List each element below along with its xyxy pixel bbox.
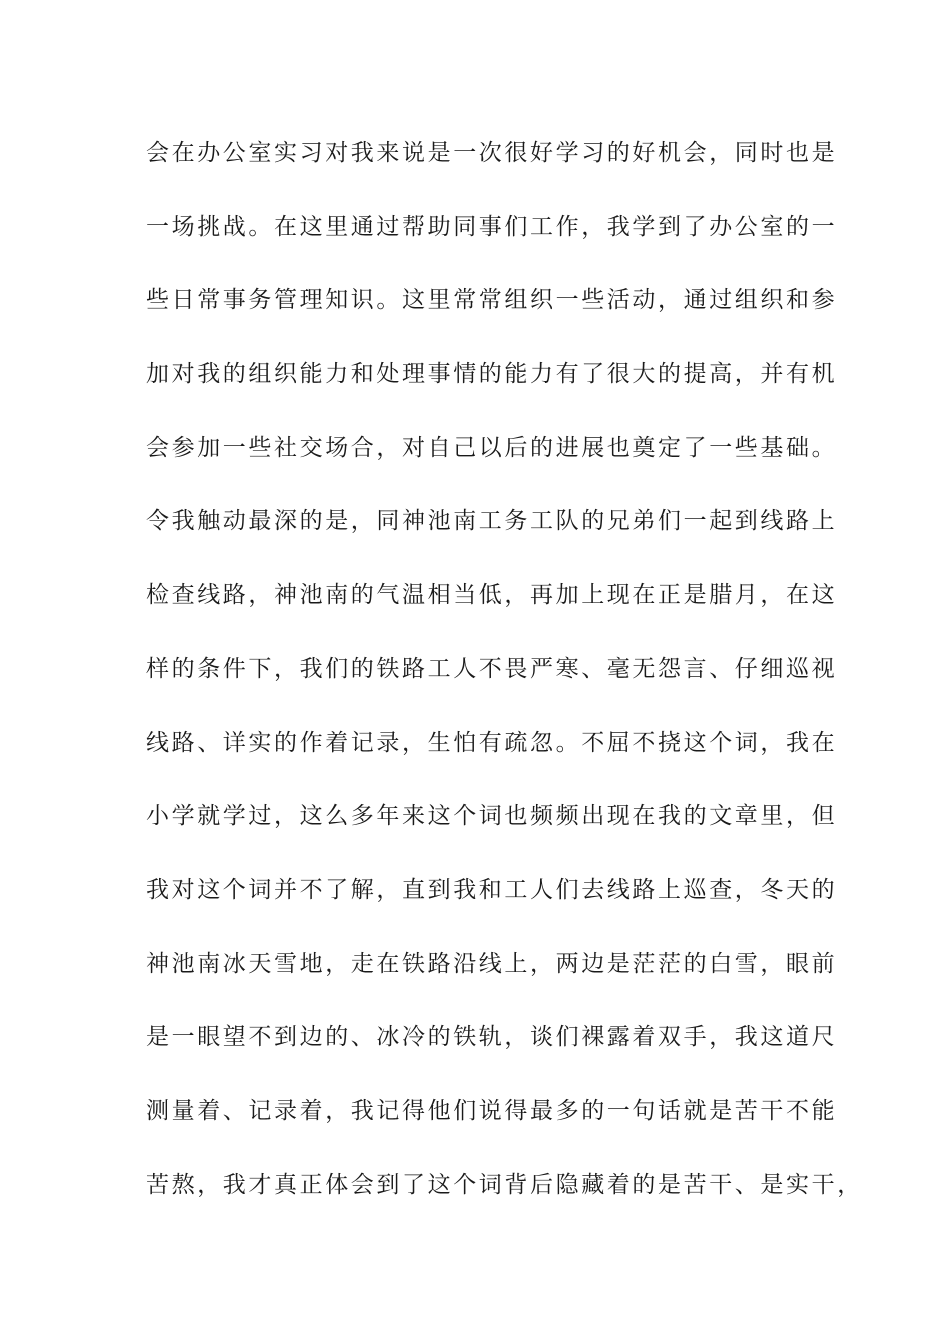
text-line: 样的条件下，我们的铁路工人不畏严寒、毫无怨言、仔细巡视 bbox=[146, 655, 838, 682]
text-line: 加对我的组织能力和处理事情的能力有了很大的提高，并有机 bbox=[146, 361, 838, 388]
text-line: 会参加一些社交场合，对自己以后的进展也奠定了一些基础。 bbox=[146, 434, 838, 461]
text-line: 检查线路，神池南的气温相当低，再加上现在正是腊月，在这 bbox=[146, 582, 838, 609]
text-line: 会在办公室实习对我来说是一次很好学习的好机会，同时也是 bbox=[146, 140, 838, 166]
body-text bbox=[146, 133, 863, 1238]
text-line: 小学就学过，这么多年来这个词也频频出现在我的文章里，但 bbox=[146, 803, 838, 830]
text-line: 是一眼望不到边的、冰冷的铁轨，谈们裸露着双手，我这道尺 bbox=[146, 1024, 838, 1051]
text-line: 我对这个词并不了解，直到我和工人们去线路上巡查，冬天的 bbox=[146, 876, 838, 903]
text-line: 令我触动最深的是，同神池南工务工队的兄弟们一起到线路上 bbox=[146, 508, 838, 535]
text-line: 线路、详实的作着记录，生怕有疏忽。不屈不挠这个词，我在 bbox=[146, 729, 838, 756]
text-line: 苦熬，我才真正体会到了这个词背后隐藏着的是苦干、是实干， bbox=[146, 1171, 863, 1198]
text-line: 神池南冰天雪地，走在铁路沿线上，两边是茫茫的白雪，眼前 bbox=[146, 950, 838, 977]
text-line: 一场挑战。在这里通过帮助同事们工作，我学到了办公室的一 bbox=[146, 213, 838, 240]
text-line: 些日常事务管理知识。这里常常组织一些活动，通过组织和参 bbox=[146, 287, 838, 314]
text-line: 测量着、记录着，我记得他们说得最多的一句话就是苦干不能 bbox=[146, 1097, 838, 1124]
